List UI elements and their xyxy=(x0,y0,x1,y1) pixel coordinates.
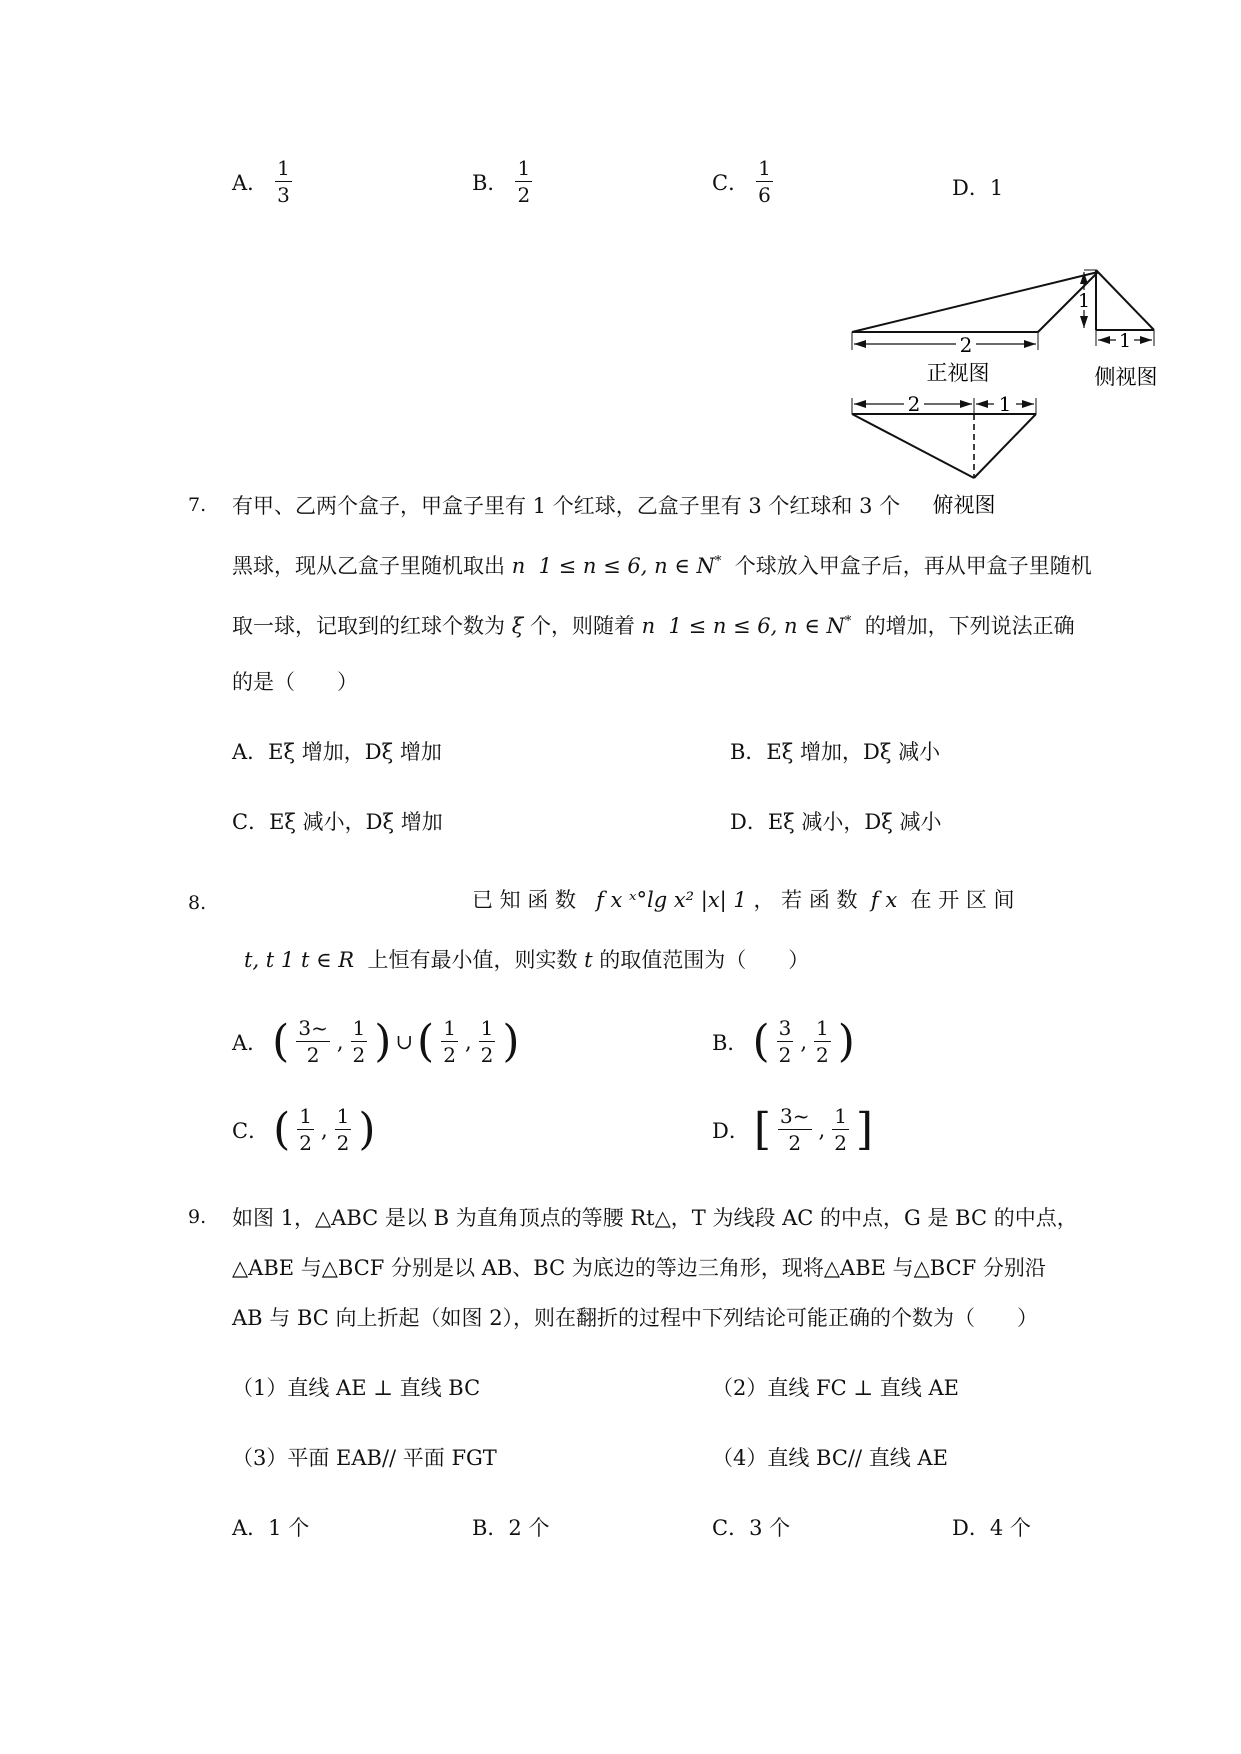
q8-option-a xyxy=(232,1015,520,1067)
math-interval: t, t 1 t ∈ R xyxy=(244,948,355,972)
option-label: A． xyxy=(232,170,269,195)
numerator: 1 xyxy=(443,1016,456,1040)
q8-line1 xyxy=(472,884,1015,914)
math-condition: 1 ≤ n ≤ 6, n ∈ N xyxy=(668,614,845,638)
paren: ( xyxy=(417,1015,435,1067)
math-function: f x ˣ°lg x² |x| 1 xyxy=(596,888,747,912)
q9-statement-1: （1）直线 AE ⊥ 直线 BC xyxy=(232,1376,481,1400)
denominator: 2 xyxy=(336,1131,350,1155)
denominator: 2 xyxy=(788,1131,802,1155)
fraction xyxy=(777,1018,794,1065)
option-label: A． xyxy=(232,1030,269,1055)
q7-option-c: C．Eξ 减小，Dξ 增加 xyxy=(232,810,443,834)
fraction xyxy=(756,158,773,205)
q8-line2 xyxy=(244,944,809,974)
superscript: * xyxy=(714,554,722,569)
text: 上恒有最小值，则实数 xyxy=(367,948,578,972)
fraction xyxy=(515,158,532,205)
numerator: 1 xyxy=(480,1016,494,1040)
q9-number: 9. xyxy=(188,1206,207,1228)
text: 个球放入甲盒子后，再从甲盒子里随机 xyxy=(734,554,1092,578)
comma: , xyxy=(800,1029,808,1054)
denominator: 2 xyxy=(306,1043,320,1067)
q9-option-b: B．2 个 xyxy=(472,1516,550,1540)
bracket: ] xyxy=(855,1103,874,1155)
side-view-label: 侧视图 xyxy=(1094,365,1158,389)
numerator: 1 xyxy=(352,1016,366,1040)
option-label: C． xyxy=(712,170,750,195)
numerator: 3~ xyxy=(298,1016,328,1040)
denominator: 2 xyxy=(480,1043,494,1067)
paren: ( xyxy=(273,1103,291,1155)
q9-option-a: A．1 个 xyxy=(232,1516,310,1540)
fraction xyxy=(297,1106,314,1153)
q6-option-c xyxy=(712,158,776,205)
numerator: 1 xyxy=(758,156,771,180)
front-dimension-label: 2 xyxy=(959,333,973,357)
q8-option-b xyxy=(712,1015,855,1067)
top-view-label: 俯视图 xyxy=(932,493,996,517)
union-symbol: ∪ xyxy=(395,1029,414,1054)
comma: , xyxy=(818,1117,826,1142)
top-dimension-right: 1 xyxy=(998,392,1012,416)
q9-statement-4: （4）直线 BC// 直线 AE xyxy=(712,1446,948,1470)
numerator: 1 xyxy=(277,156,290,180)
q9-statement-2: （2）直线 FC ⊥ 直线 AE xyxy=(712,1376,959,1400)
q6-option-d xyxy=(952,172,1003,202)
paren: ( xyxy=(752,1015,770,1067)
numerator: 1 xyxy=(336,1104,350,1128)
fraction xyxy=(335,1106,352,1153)
option-label: D． xyxy=(712,1118,750,1143)
front-top-edge xyxy=(852,272,1098,332)
q7-line1: 有甲、乙两个盒子，甲盒子里有 1 个红球，乙盒子里有 3 个红球和 3 个 xyxy=(232,494,901,518)
q9-statement-3: （3）平面 EAB// 平面 FGT xyxy=(232,1446,497,1470)
option-label: D． xyxy=(952,176,990,200)
side-height-label: 1 xyxy=(1077,290,1091,312)
side-view xyxy=(1078,270,1158,389)
q9-option-c: C．3 个 xyxy=(712,1516,791,1540)
text: 的增加，下列说法正确 xyxy=(864,614,1075,638)
text: ， 若 函 数 xyxy=(753,888,858,912)
option-label: B． xyxy=(712,1030,749,1055)
option-value: 1 xyxy=(989,176,1004,200)
denominator: 2 xyxy=(299,1131,312,1155)
top-dimension-left: 2 xyxy=(907,392,921,416)
comma: , xyxy=(464,1029,472,1054)
denominator: 6 xyxy=(758,183,771,207)
q8-option-d xyxy=(712,1103,874,1155)
math-n: n xyxy=(641,614,656,638)
numerator: 3~ xyxy=(780,1104,810,1128)
paren: ) xyxy=(358,1103,376,1155)
q9-option-d: D．4 个 xyxy=(952,1516,1031,1540)
numerator: 3 xyxy=(778,1016,792,1040)
numerator: 1 xyxy=(299,1104,312,1128)
text: 取一球，记取到的红球个数为 xyxy=(232,614,505,638)
q9-line1: 如图 1，△ABC 是以 B 为直角顶点的等腰 Rt△，T 为线段 AC 的中点，G 是 BC 的中点， xyxy=(232,1206,1078,1230)
text: 在 开 区 间 xyxy=(910,888,1015,912)
q7-line2 xyxy=(232,550,1092,580)
text: 的取值范围为（ ） xyxy=(599,948,810,972)
side-width-label: 1 xyxy=(1118,330,1132,352)
numerator: 1 xyxy=(816,1016,829,1040)
fraction xyxy=(296,1018,329,1065)
fraction xyxy=(814,1018,831,1065)
q7-option-b: B．Eξ 增加，Dξ 减小 xyxy=(730,740,941,764)
q7-number: 7. xyxy=(188,494,207,516)
paren: ) xyxy=(502,1015,520,1067)
comma: , xyxy=(320,1117,328,1142)
math-n: n xyxy=(511,554,526,578)
math-function: f x xyxy=(870,888,898,912)
option-label: B． xyxy=(472,170,509,195)
bracket: [ xyxy=(753,1103,772,1155)
math-xi: ξ xyxy=(511,614,524,638)
fraction xyxy=(351,1018,368,1065)
fraction xyxy=(832,1106,849,1153)
q6-option-b xyxy=(472,158,535,205)
front-view xyxy=(852,272,1098,385)
superscript: * xyxy=(844,614,852,629)
q7-option-d: D．Eξ 减小，Dξ 减小 xyxy=(730,810,942,834)
math-t: t xyxy=(584,948,593,972)
q9-line2: △ABE 与△BCF 分别是以 AB、BC 为底边的等边三角形，现将△ABE 与△BCF 分别沿 xyxy=(232,1256,1046,1280)
q7-line4: 的是（ ） xyxy=(232,670,358,694)
denominator: 2 xyxy=(816,1043,829,1067)
denominator: 2 xyxy=(443,1043,456,1067)
fraction xyxy=(479,1018,496,1065)
paren: ) xyxy=(374,1015,392,1067)
paren: ) xyxy=(837,1015,855,1067)
denominator: 2 xyxy=(778,1043,792,1067)
q8-option-c xyxy=(232,1103,376,1155)
front-view-label: 正视图 xyxy=(926,361,990,385)
denominator: 2 xyxy=(352,1043,366,1067)
paren: ( xyxy=(272,1015,290,1067)
fraction xyxy=(778,1106,811,1153)
text: 黑球，现从乙盒子里随机取出 xyxy=(232,554,505,578)
q7-line3 xyxy=(232,610,1075,640)
numerator: 1 xyxy=(517,156,531,180)
math-condition: 1 ≤ n ≤ 6, n ∈ N xyxy=(538,554,715,578)
comma: , xyxy=(336,1029,344,1054)
denominator: 2 xyxy=(517,183,531,207)
denominator: 3 xyxy=(277,183,290,207)
three-view-figure xyxy=(840,260,1170,525)
denominator: 2 xyxy=(834,1131,847,1155)
q8-number: 8. xyxy=(188,892,207,914)
q6-option-a xyxy=(232,158,295,205)
q7-option-a: A．Eξ 增加，Dξ 增加 xyxy=(232,740,442,764)
fraction xyxy=(275,158,292,205)
q9-line3: AB 与 BC 向上折起（如图 2），则在翻折的过程中下列结论可能正确的个数为（ ） xyxy=(232,1306,1039,1330)
text: 已 知 函 数 xyxy=(472,888,577,912)
numerator: 1 xyxy=(834,1104,847,1128)
option-label: C． xyxy=(232,1118,270,1143)
fraction xyxy=(441,1018,458,1065)
text: 个，则随着 xyxy=(529,614,635,638)
